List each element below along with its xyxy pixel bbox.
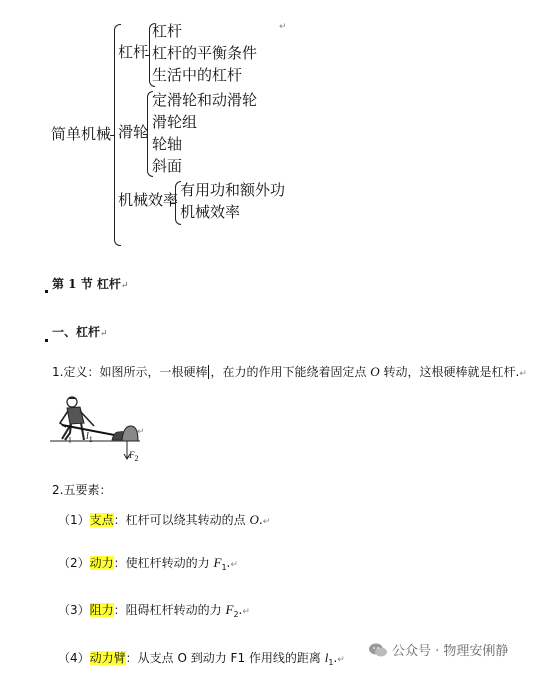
element-item: （3）阻力：阻碍杠杆转动的力 $F_2.↵$ <box>58 602 250 619</box>
term-highlight: 阻力 <box>89 603 114 617</box>
watermark: 公众号 · 物理安俐静 <box>368 640 508 659</box>
tree-item: 机械效率 <box>180 203 241 221</box>
heading-bullet <box>45 290 48 293</box>
tree-root: 简单机械 <box>51 125 112 143</box>
figure-label-f2: F2 <box>129 450 139 463</box>
definition-line: 1.定义：如图所示，一根硬棒 ，在力的作用下能绕着固定点 O 转动，这根硬棒就是杠杆.↵ <box>52 364 527 379</box>
tree-item: 轮轴 <box>152 135 183 153</box>
wechat-icon <box>368 642 388 658</box>
tree-item: 滑轮组 <box>152 113 198 131</box>
tree-item: 定滑轮和动滑轮 <box>152 91 258 109</box>
paragraph-mark: ↵ <box>279 22 287 32</box>
heading-bullet <box>45 339 48 342</box>
branch-lever: 杠杆 <box>118 43 149 61</box>
elements-heading: 2.五要素： <box>52 483 112 497</box>
figure-label-l1: $l_1$ <box>86 431 93 444</box>
element-item: （2）动力：使杠杆转动的力 $F_1.↵$ <box>58 555 238 572</box>
branch-pulley: 滑轮 <box>118 123 149 141</box>
tree-item: 杠杆的平衡条件 <box>152 44 258 62</box>
element-item: （1）支点：杠杆可以绕其转动的点 O.↵ <box>58 512 271 527</box>
tree-item: 杠杆 <box>152 22 183 40</box>
element-item: （4）动力臂：从支点 O 到动力 F1 作用线的距离 $l_1.↵$ <box>58 650 345 667</box>
tree-item: 有用功和额外功 <box>180 181 286 199</box>
subsection-title: 一、杠杆↵ <box>52 325 108 339</box>
tree-item: 生活中的杠杆 <box>152 66 243 84</box>
term-highlight: 动力臂 <box>89 651 126 665</box>
lever-figure <box>50 393 145 463</box>
paragraph-mark: ↵ <box>137 427 145 437</box>
section-title: 第 1 节 杠杆↵ <box>52 277 129 291</box>
branch-efficiency: 机械效率 <box>118 191 179 209</box>
tree-item: 斜面 <box>152 157 183 175</box>
term-highlight: 动力 <box>89 556 114 570</box>
term-highlight: 支点 <box>89 513 114 527</box>
